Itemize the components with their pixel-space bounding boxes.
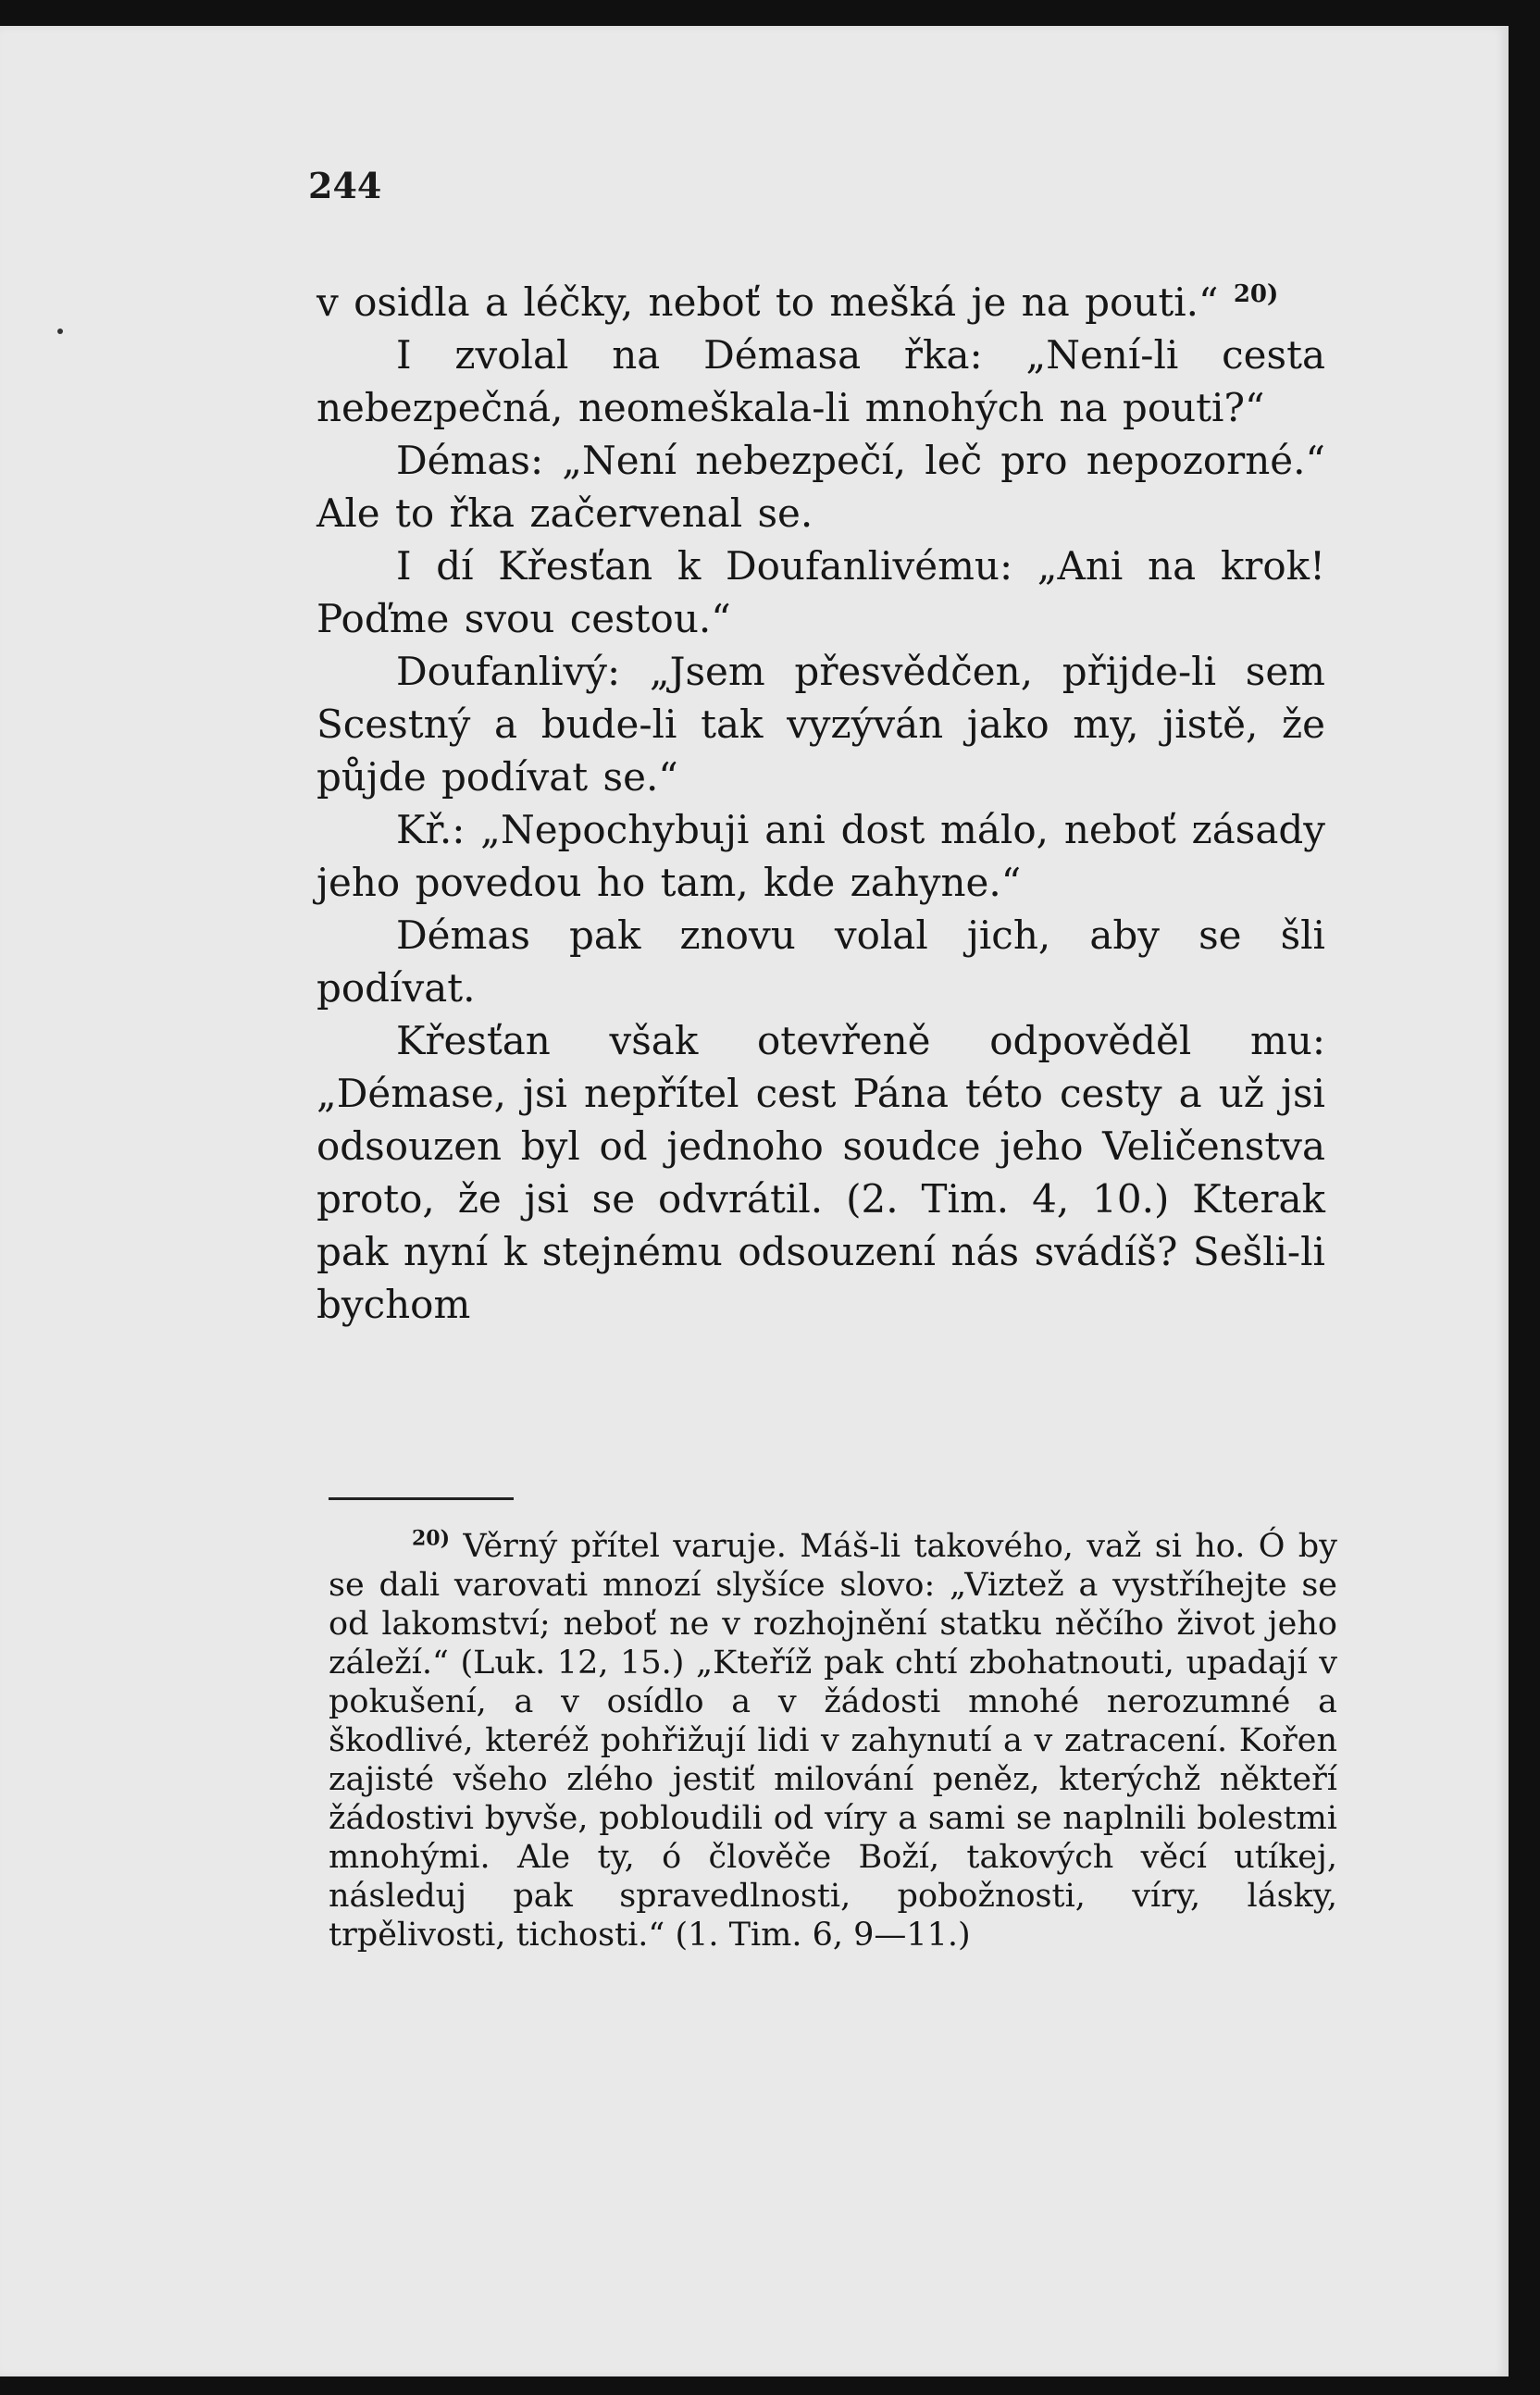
- footnote-marker: 20): [412, 1526, 451, 1551]
- paragraph-2: I zvolal na Démasa řka: „Není-li cesta nebezpečná, neomeškala-li mnohých na pouti?“: [317, 332, 1325, 430]
- paragraph-7: Démas pak znovu volal jich, aby se šli podívat.: [317, 912, 1325, 1011]
- paragraph-1: [317, 276, 1325, 329]
- paragraph-5: Doufanlivý: „Jsem přesvědčen, přijde-li sem Scestný a bude-li tak vyzýván jako my, jistě, že půjde podívat se.“: [317, 649, 1325, 800]
- footnote: [329, 1527, 1337, 1954]
- book-page: [0, 26, 1509, 2376]
- footnote-reference: 20): [1233, 280, 1279, 308]
- paragraph-8: Křesťan však otevřeně odpověděl mu: „Démase, jsi nepřítel cest Pána této cesty a už jsi odsouzen byl od jednoho soudce jeho Veličenstva proto, že jsi se odvrátil. (2. Tim. 4, 10.) Kterak pak nyní k stejnému odsouzení nás svádíš? Sešli-li bychom: [317, 1018, 1325, 1327]
- paragraph-1-text: v osidla a léčky, neboť to mešká je na pouti.“: [317, 279, 1219, 325]
- paragraph-6: Kř.: „Nepochybuji ani dost málo, neboť zásady jeho povedou ho tam, kde zahyne.“: [317, 807, 1325, 905]
- paragraph-3: Démas: „Není nebezpečí, leč pro nepozorné.“ Ale to řka začervenal se.: [317, 438, 1325, 536]
- page-number: 244: [308, 165, 382, 206]
- footnote-text: Věrný přítel varuje. Máš-li takového, važ si ho. Ó by se dali varovati mnozí slyšíce slovo: „Viztež a vystříhejte se od lakomství; neboť ne v rozhojnění statku něčího život jeho záleží.“ (Luk. 12, 15.) „Kteříž pak chtí zbohatnouti, upadají v pokušení, a v osídlo a v žádosti mnohé nerozumné a škodlivé, kteréž pohřižují lidi v zahynutí a v zatracení. Kořen zajisté všeho zlého jestiť milování peněz, kterýchž někteří žádostivi byvše, pobloudili od víry a sami se naplnili bolestmi mnohými. Ale ty, ó člověče Boží, takových věcí utíkej, následuj pak spravedlnosti, pobožnosti, víry, lásky, trpělivosti, tichosti.“ (1. Tim. 6, 9—11.): [329, 1528, 1337, 1954]
- margin-speck: [57, 329, 63, 334]
- main-text: [317, 276, 1325, 1331]
- footnote-divider: [329, 1497, 514, 1500]
- paragraph-4: I dí Křesťan k Doufanlivému: „Ani na krok! Poďme svou cestou.“: [317, 543, 1325, 641]
